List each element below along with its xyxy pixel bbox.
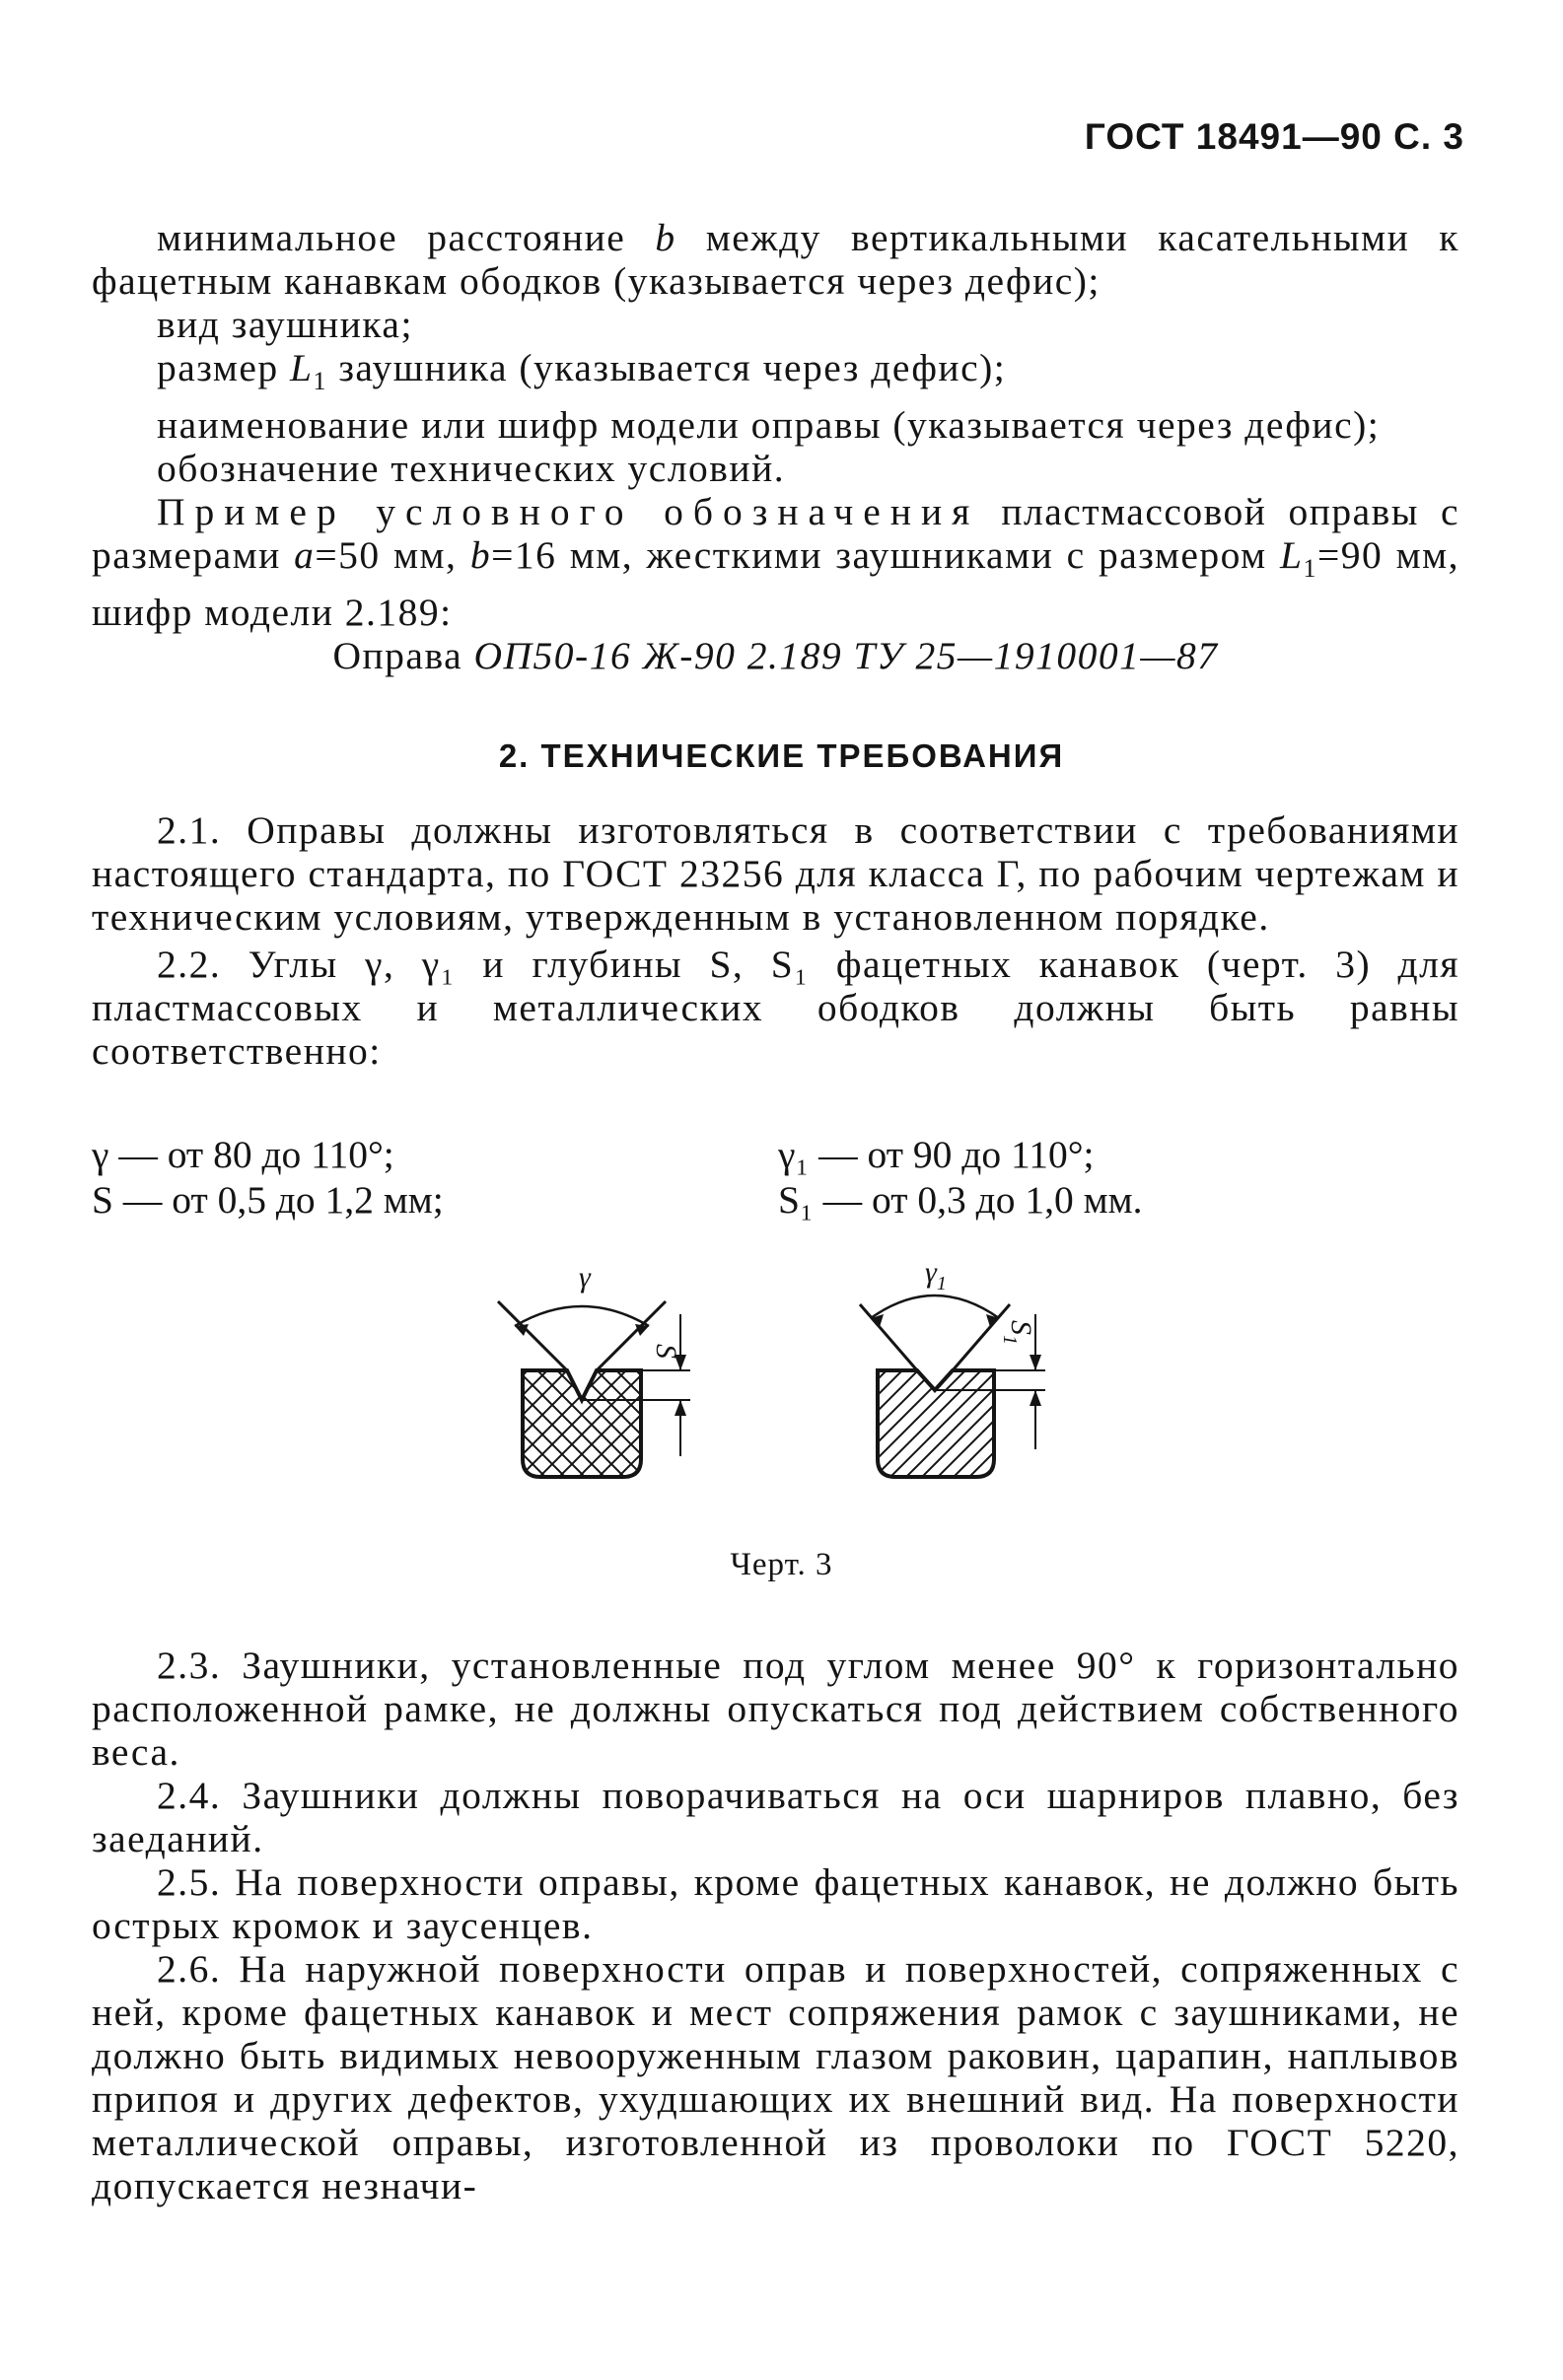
page-header: ГОСТ 18491—90 С. 3 (1084, 116, 1464, 157)
intro-item-model-name: наименование или шифр модели оправы (указывается через дефис); (157, 402, 1381, 447)
values-block (92, 1132, 1472, 1223)
values-row-angles (92, 1132, 1472, 1177)
clause-2-3: 2.3. Заушники, установленные под углом менее 90° к горизонтально расположенной рамке, не должны опускаться под действием собственного веса. (92, 1644, 1459, 1774)
clause-2-1: 2.1. Оправы должны изготовляться в соответствии с требованиями настоящего стандарта, по ГОСТ 23256 для класса Г, по рабочим чертежам и техническим условиям, утвержденным в установленном порядке. (92, 808, 1459, 939)
clause-2-2: 2.2. Углы γ, γ₁ и глубины S, S₁ фацетных канавок (черт. 3) для пластмассовых и металлических ободков должны быть равны соответственно: (92, 943, 1459, 1073)
metal-rim-section (860, 1256, 1045, 1477)
figure-caption: Черт. 3 (730, 1547, 833, 1582)
plastic-rim-section (498, 1261, 690, 1477)
label-gamma: γ (579, 1261, 591, 1294)
intro-block (92, 216, 1459, 677)
value-s1: S₁ — от 0,3 до 1,0 мм. (778, 1178, 1143, 1222)
clause-2-4: 2.4. Заушники должны поворачиваться на оси шарниров плавно, без заеданий. (92, 1774, 1459, 1860)
intro-item-tech-conditions: обозначение технических условий. (157, 446, 786, 490)
value-s: S — от 0,5 до 1,2 мм; (92, 1178, 444, 1222)
intro-item-min-distance: минимальное расстояние b между вертикальными касательными к фацетным канавкам ободков (указывается через дефис); (92, 216, 1459, 303)
example-label: Пример условного обозначения (157, 489, 980, 533)
value-gamma: γ — от 80 до 110°; (92, 1133, 394, 1176)
value-gamma1: γ₁ — от 90 до 110°; (778, 1133, 1095, 1176)
label-gamma1: γ (925, 1256, 937, 1289)
clauses-2-1-2-2 (92, 808, 1459, 1073)
svg-text:S1: $S_1$ (999, 1320, 1037, 1345)
intro-item-temple-type: вид заушника; (157, 303, 413, 346)
values-row-depths (92, 1177, 1472, 1223)
section-title: 2. ТЕХНИЧЕСКИЕ ТРЕБОВАНИЯ (498, 737, 1065, 774)
example-designation: Оправа ОП50-16 Ж-90 2.189 ТУ 25—1910001—87 (332, 633, 1219, 677)
facet-groove-drawing (473, 1247, 1144, 1504)
svg-text:γ1: $\gamma_1$ (925, 1256, 947, 1295)
clauses-2-3-2-6 (92, 1644, 1459, 2207)
clause-2-6: 2.6. На наружной поверхности оправ и поверхностей, сопряженных с ней, кроме фацетных канавок и мест сопряжения рамок с заушниками, не должно быть видимых невооруженным глазом раковин, царапин, наплывов припоя и других дефектов, ухудшающих их внешний вид. На поверхности металлической оправы, изготовленной из проволоки по ГОСТ 5220, допускается незначи- (92, 1947, 1459, 2207)
clause-2-5: 2.5. На поверхности оправы, кроме фацетных канавок, не должно быть острых кромок и заусенцев. (92, 1860, 1459, 1947)
example-paragraph: Пример условного обозначения пластмассовой оправы с размерами a=50 мм, b=16 мм, жесткими заушниками с размером $L_1=90$ мм, шифр модели 2.189: (92, 489, 1459, 634)
label-s1: S (1005, 1320, 1037, 1335)
intro-item-temple-size: размер $L_1$ заушника (указывается через дефис); (157, 346, 1007, 395)
label-s: S (650, 1344, 682, 1359)
